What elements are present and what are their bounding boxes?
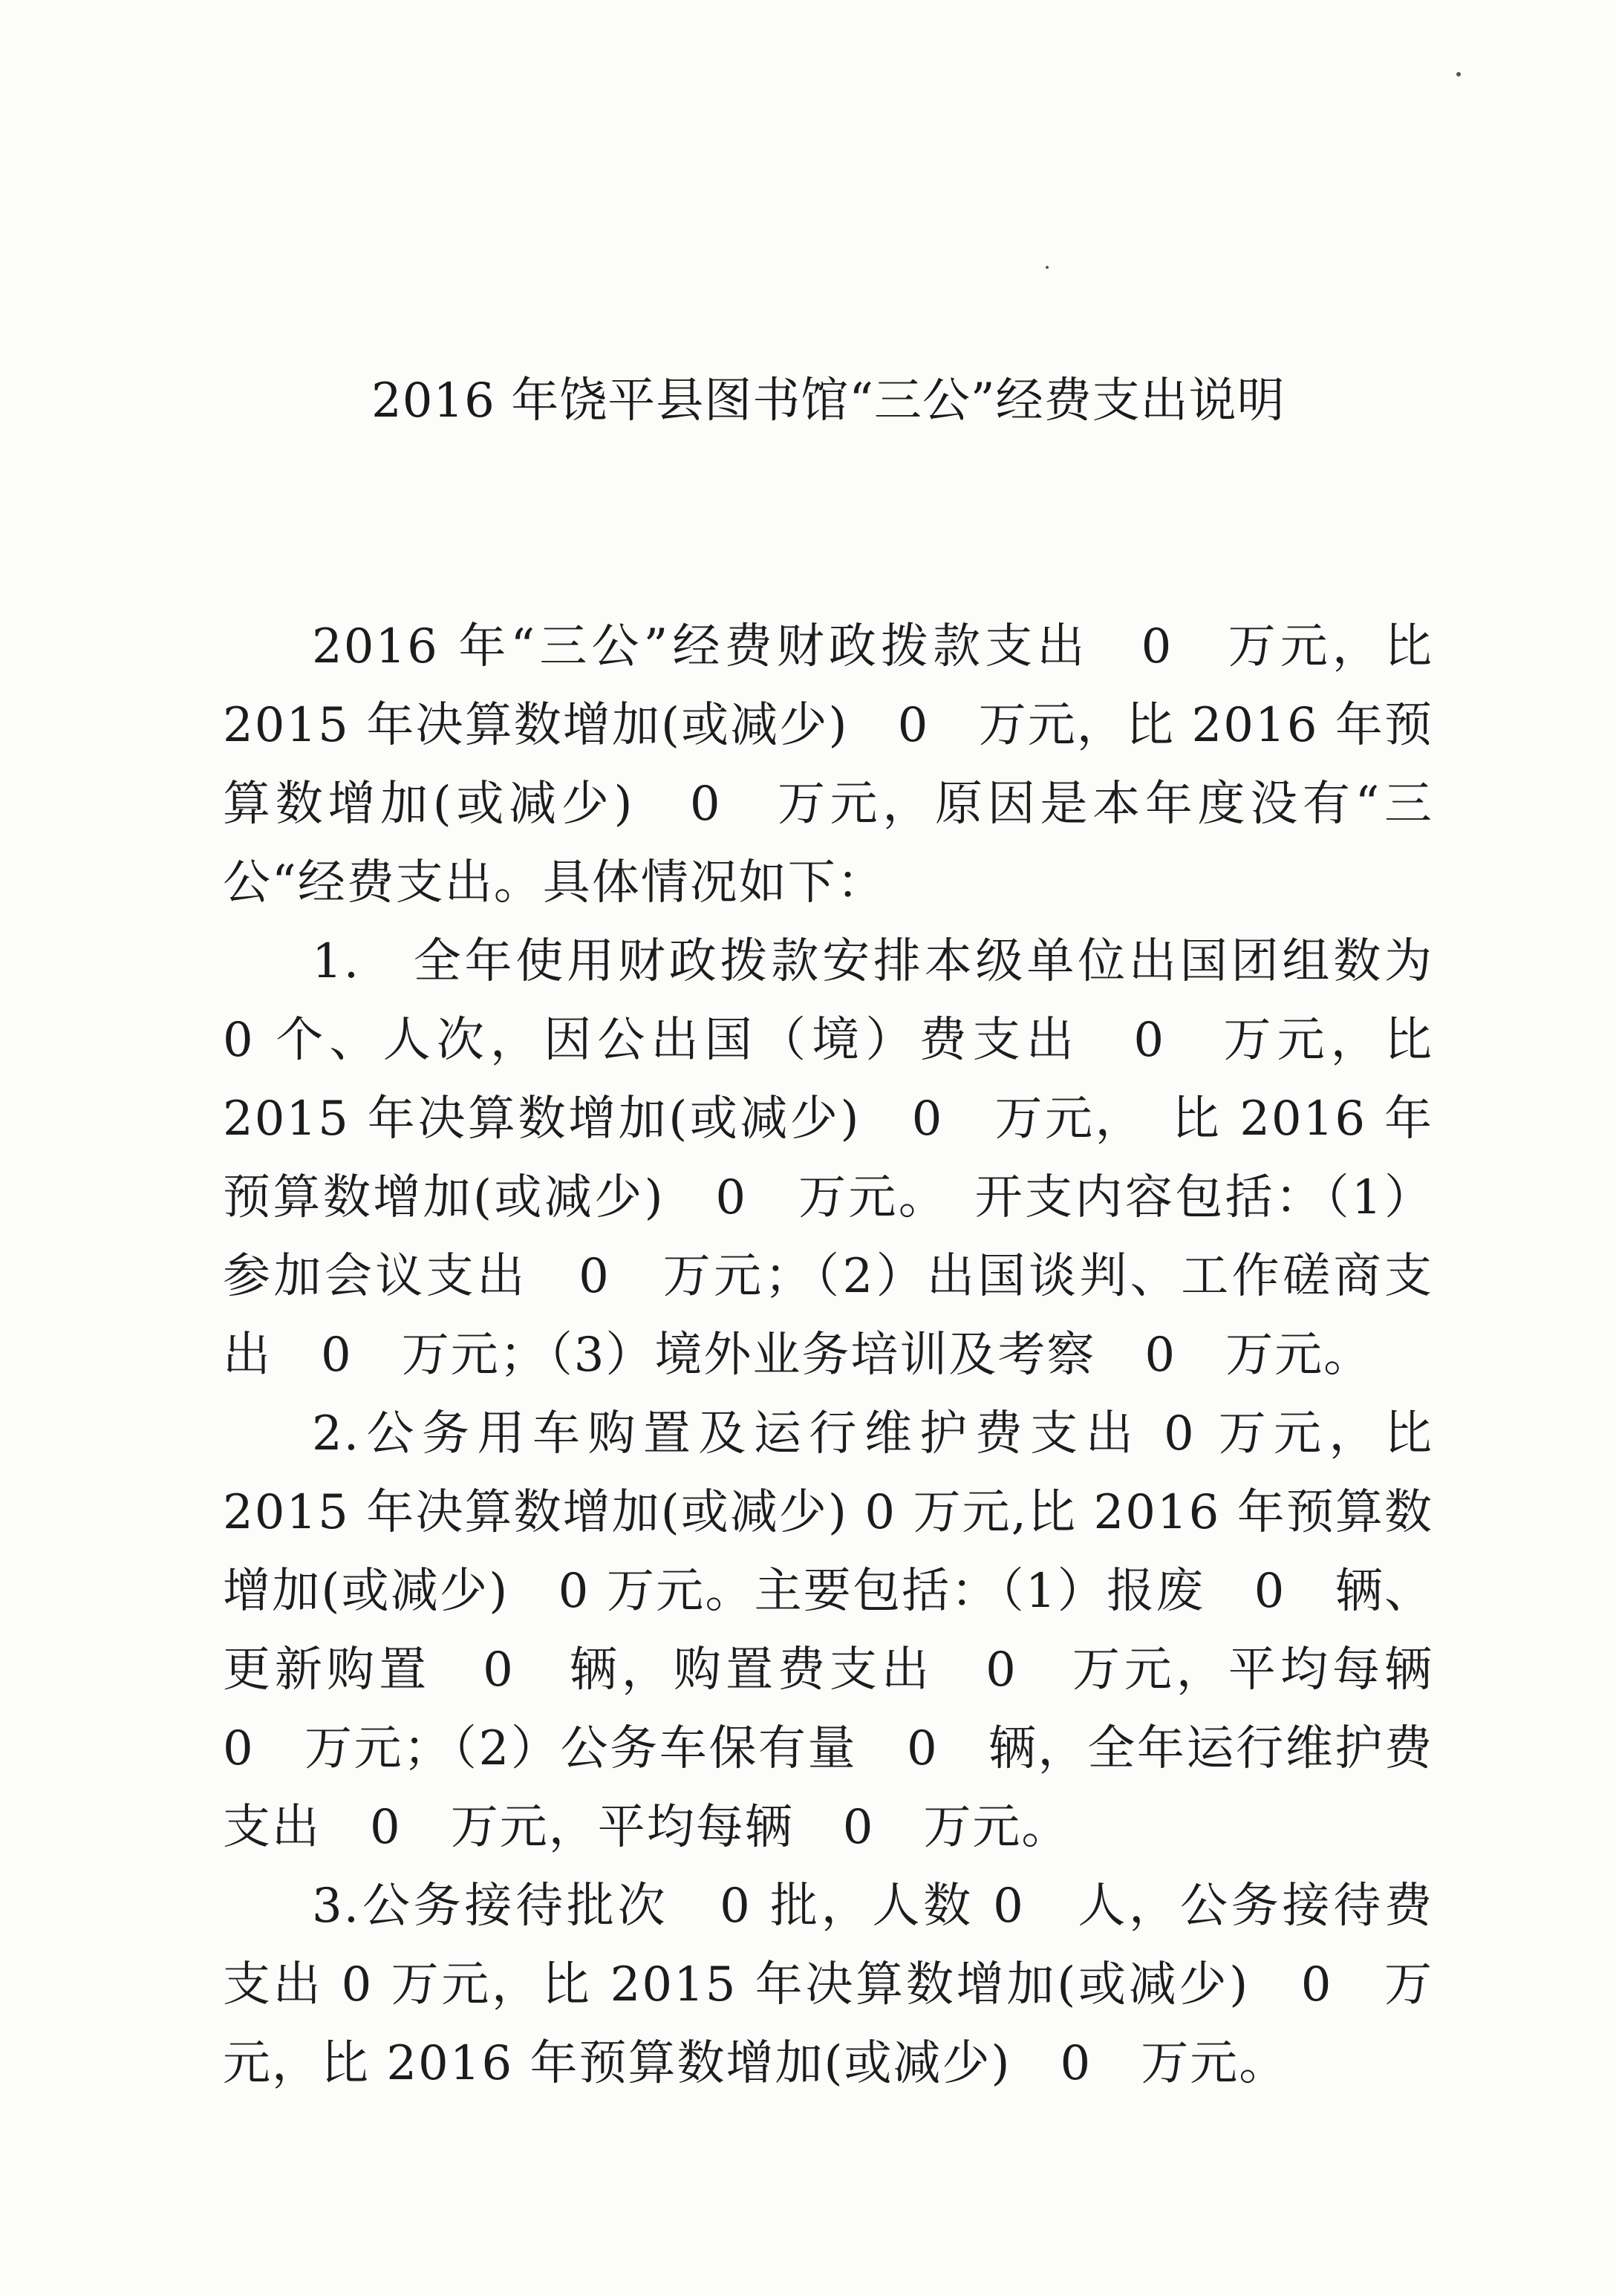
document-body (223, 607, 1482, 2103)
scan-speck (1456, 72, 1461, 76)
paragraph-summary: 2016 年“三公”经费财政拨款支出 0 万元，比 2015 年决算数增加(或减少) 0 万元，比 2016 年预算数增加(或减少) 0 万元，原因是本年度没有“三公“经费支出。具体情况如下： (223, 619, 1433, 910)
paragraph-official-vehicles: 2.公务用车购置及运行维护费支出 0 万元，比 2015 年决算数增加(或减少) 0 万元,比 2016 年预算数增加(或减少) 0 万元。主要包括：（1）报废 0 辆、更新购置 0 辆，购置费支出 0 万元，平均每辆 0 万元；（2）公务车保有量 0 辆，全年运行维护费支出 0 万元，平均每辆 0 万元。 (223, 1406, 1482, 1855)
paragraph-official-reception: 3.公务接待批次 0 批，人数 0 人，公务接待费支出 0 万元，比 2015 年决算数增加(或减少) 0 万元，比 2016 年预算数增加(或减少) 0 万元。 (223, 1879, 1433, 2091)
document-title: 2016 年饶平县图书馆“三公”经费支出说明 (371, 374, 1286, 428)
paragraph-overseas-travel: 1. 全年使用财政拨款安排本级单位出国团组数为 0 个、人次，因公出国（境）费支出 0 万元，比 2015 年决算数增加(或减少) 0 万元， 比 2016 年预算数增加(或减少) 0 万元。 开支内容包括：（1）参加会议支出 0 万元；（2）出国谈判、工作磋商支出 0 万元；（3）境外业务培训及考察 0 万元。 (223, 934, 1433, 1383)
scan-speck (1046, 266, 1049, 269)
